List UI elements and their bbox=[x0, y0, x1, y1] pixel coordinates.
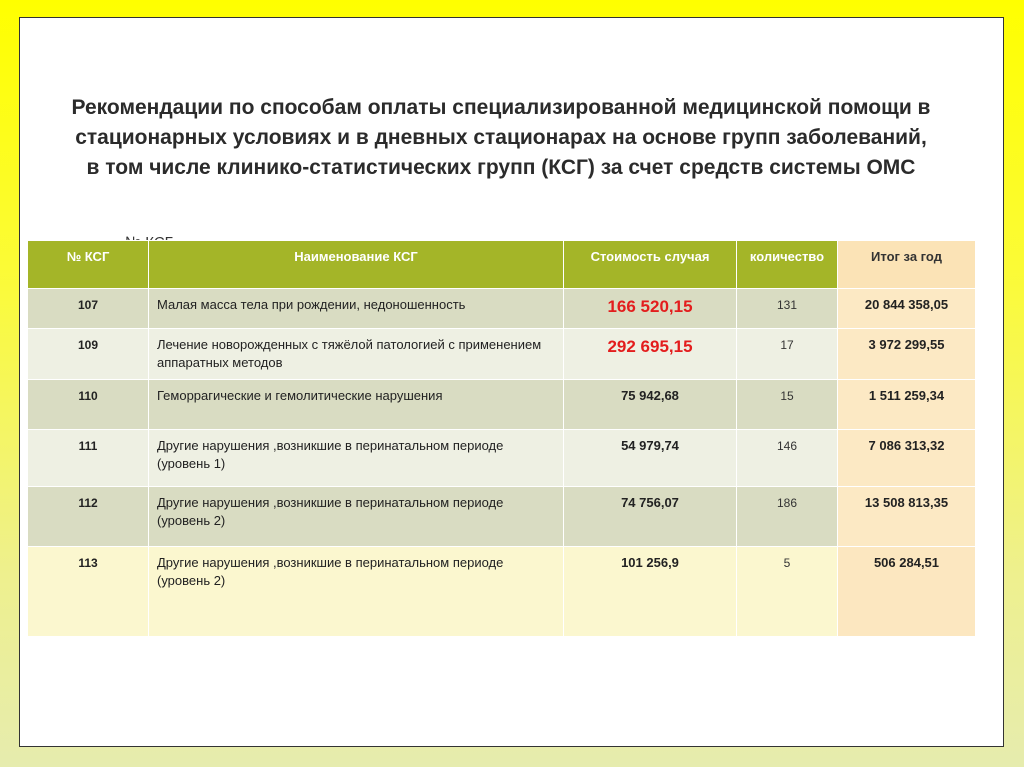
row-qty: 17 bbox=[737, 329, 838, 380]
row-name: Геморрагические и гемолитические нарушения bbox=[149, 380, 564, 430]
header-num: № КСГ bbox=[28, 241, 149, 289]
header-cost: Стоимость случая bbox=[564, 241, 737, 289]
row-num: 110 bbox=[28, 380, 149, 430]
row-num: 111 bbox=[28, 430, 149, 487]
row-num: 109 bbox=[28, 329, 149, 380]
header-name: Наименование КСГ bbox=[149, 241, 564, 289]
row-cost: 74 756,07 bbox=[564, 487, 737, 547]
row-total: 20 844 358,05 bbox=[838, 289, 976, 329]
row-cost: 292 695,15 bbox=[564, 329, 737, 380]
page-title: Рекомендации по способам оплаты специализированной медицинской помощи в стационарных условиях и в дневных стационарах на основе групп заболеваний, в том числе клинико-статистических групп (КСГ) за счет средств системы ОМС bbox=[71, 96, 931, 179]
row-name: Малая масса тела при рождении, недоношенность bbox=[149, 289, 564, 329]
row-name: Другие нарушения ,возникшие в перинатальном периоде (уровень 1) bbox=[149, 430, 564, 487]
row-total: 1 511 259,34 bbox=[838, 380, 976, 430]
row-num: 107 bbox=[28, 289, 149, 329]
table-row bbox=[28, 289, 976, 329]
row-total: 13 508 813,35 bbox=[838, 487, 976, 547]
table-row bbox=[28, 487, 976, 547]
row-qty: 146 bbox=[737, 430, 838, 487]
row-qty: 186 bbox=[737, 487, 838, 547]
row-total: 7 086 313,32 bbox=[838, 430, 976, 487]
ksg-table bbox=[27, 240, 976, 637]
row-qty: 131 bbox=[737, 289, 838, 329]
row-name: Другие нарушения ,возникшие в перинатальном периоде (уровень 2) bbox=[149, 547, 564, 637]
header-qty: количество bbox=[737, 241, 838, 289]
row-total: 3 972 299,55 bbox=[838, 329, 976, 380]
table-row bbox=[28, 329, 976, 380]
row-total: 506 284,51 bbox=[838, 547, 976, 637]
table-row bbox=[28, 430, 976, 487]
header-total: Итог за год bbox=[838, 241, 976, 289]
row-cost: 101 256,9 bbox=[564, 547, 737, 637]
row-qty: 15 bbox=[737, 380, 838, 430]
row-cost: 54 979,74 bbox=[564, 430, 737, 487]
table-row bbox=[28, 547, 976, 637]
table-row bbox=[28, 380, 976, 430]
row-num: 113 bbox=[28, 547, 149, 637]
row-name: Другие нарушения ,возникшие в перинатальном периоде (уровень 2) bbox=[149, 487, 564, 547]
row-name: Лечение новорожденных с тяжёлой патологией с применением аппаратных методов bbox=[149, 329, 564, 380]
row-qty: 5 bbox=[737, 547, 838, 637]
row-cost: 75 942,68 bbox=[564, 380, 737, 430]
row-cost: 166 520,15 bbox=[564, 289, 737, 329]
table-header-row bbox=[28, 241, 976, 289]
row-num: 112 bbox=[28, 487, 149, 547]
